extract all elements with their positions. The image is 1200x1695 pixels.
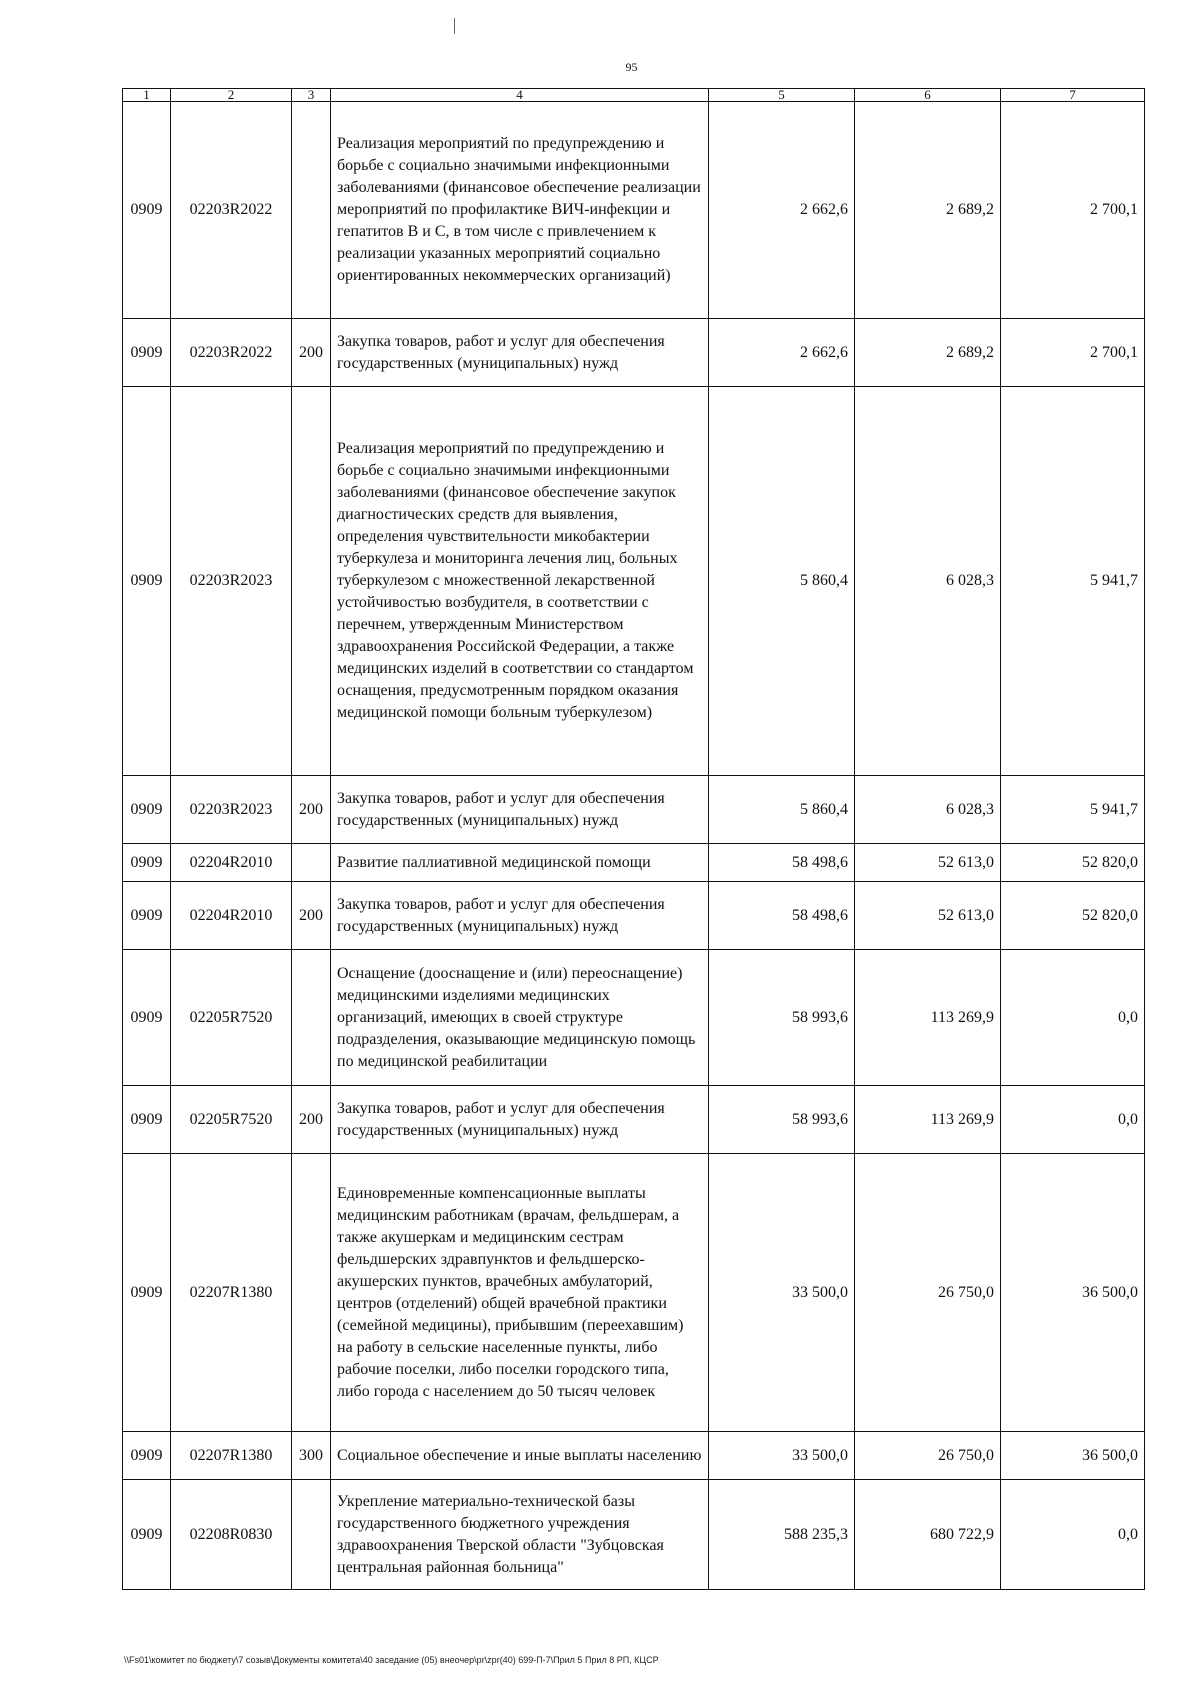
item-name: Реализация мероприятий по предупреждению и борьбе с социально значимыми инфекционными заболеваниями (финансовое обеспечение реализации мероприятий по профилактике ВИЧ-инфекции и гепатитов В и С, в том числе с привлечением к реализации указанных мероприятий социально ориентированных некоммерческих организаций)	[331, 102, 709, 319]
amount-year-1: 58 993,6	[709, 1086, 855, 1154]
section-code: 0909	[123, 1086, 171, 1154]
item-name: Реализация мероприятий по предупреждению и борьбе с социально значимыми инфекционными заболеваниями (финансовое обеспечение закупок диагностических средств для выявления, определения чувствительности микобактерии туберкулеза и мониторинга лечения лиц, больных туберкулезом с множественной лекарственной устойчивостью возбудителя, в соответствии с перечнем, утвержденным Министерством здравоохранения Российской Федерации, а также медицинских изделий в соответствии со стандартом оснащения, предусмотренным порядком оказания медицинской помощи больным туберкулезом)	[331, 387, 709, 776]
expense-kind	[292, 1154, 331, 1432]
target-code: 02207R1380	[171, 1154, 292, 1432]
amount-year-2: 2 689,2	[855, 102, 1001, 319]
amount-year-3: 52 820,0	[1001, 844, 1145, 882]
target-code: 02208R0830	[171, 1480, 292, 1590]
item-name: Развитие паллиативной медицинской помощи	[331, 844, 709, 882]
expense-kind: 300	[292, 1432, 331, 1480]
section-code: 0909	[123, 319, 171, 387]
table-row	[123, 776, 1145, 844]
item-name: Единовременные компенсационные выплаты медицинским работникам (врачам, фельдшерам, а также акушеркам и медицинским сестрам фельдшерских здравпунктов и фельдшерско-акушерских пунктов, врачебных амбулаторий, центров (отделений) общей врачебной практики (семейной медицины), прибывшим (переехавшим) на работу в сельские населенные пункты, либо рабочие поселки, либо поселки городского типа, либо города с населением до 50 тысяч человек	[331, 1154, 709, 1432]
page-number: 95	[625, 60, 638, 74]
section-code: 0909	[123, 1154, 171, 1432]
expense-kind	[292, 950, 331, 1086]
table-row	[123, 882, 1145, 950]
amount-year-2: 6 028,3	[855, 387, 1001, 776]
amount-year-2: 2 689,2	[855, 319, 1001, 387]
amount-year-3: 36 500,0	[1001, 1154, 1145, 1432]
expense-kind: 200	[292, 882, 331, 950]
expense-kind	[292, 102, 331, 319]
table-row	[123, 1432, 1145, 1480]
amount-year-1: 58 498,6	[709, 844, 855, 882]
target-code: 02203R2023	[171, 776, 292, 844]
amount-year-3: 36 500,0	[1001, 1432, 1145, 1480]
amount-year-3: 2 700,1	[1001, 102, 1145, 319]
table-row	[123, 1154, 1145, 1432]
section-code: 0909	[123, 387, 171, 776]
target-code: 02204R2010	[171, 844, 292, 882]
amount-year-1: 33 500,0	[709, 1432, 855, 1480]
table-row	[123, 950, 1145, 1086]
amount-year-1: 2 662,6	[709, 319, 855, 387]
header-cell: 5	[709, 89, 855, 102]
amount-year-1: 58 498,6	[709, 882, 855, 950]
table-row	[123, 102, 1145, 319]
section-code: 0909	[123, 1432, 171, 1480]
expense-kind	[292, 387, 331, 776]
footer-file-path: \\Fs01\комитет по бюджету\7 созыв\Документы комитета\40 заседание (05) внеочер\pr\zpr(40) 699-П-7\Прил 5 Прил 8 РП, КЦСР	[124, 1655, 659, 1665]
expense-kind	[292, 1480, 331, 1590]
amount-year-2: 52 613,0	[855, 882, 1001, 950]
expense-kind: 200	[292, 319, 331, 387]
amount-year-2: 6 028,3	[855, 776, 1001, 844]
target-code: 02203R2023	[171, 387, 292, 776]
item-name: Закупка товаров, работ и услуг для обеспечения государственных (муниципальных) нужд	[331, 319, 709, 387]
amount-year-2: 52 613,0	[855, 844, 1001, 882]
table-row	[123, 319, 1145, 387]
item-name: Укрепление материально-технической базы государственного бюджетного учреждения здравоохранения Тверской области "Зубцовская центральная районная больница"	[331, 1480, 709, 1590]
header-cell: 2	[171, 89, 292, 102]
amount-year-2: 680 722,9	[855, 1480, 1001, 1590]
table-header-row	[123, 89, 1145, 102]
target-code: 02203R2022	[171, 319, 292, 387]
section-code: 0909	[123, 844, 171, 882]
section-code: 0909	[123, 776, 171, 844]
expense-kind: 200	[292, 776, 331, 844]
section-code: 0909	[123, 1480, 171, 1590]
table-row	[123, 1086, 1145, 1154]
amount-year-3: 5 941,7	[1001, 776, 1145, 844]
item-name: Социальное обеспечение и иные выплаты населению	[331, 1432, 709, 1480]
amount-year-1: 588 235,3	[709, 1480, 855, 1590]
target-code: 02203R2022	[171, 102, 292, 319]
amount-year-1: 58 993,6	[709, 950, 855, 1086]
amount-year-2: 113 269,9	[855, 950, 1001, 1086]
scan-mark-top	[454, 18, 455, 34]
amount-year-1: 5 860,4	[709, 776, 855, 844]
amount-year-1: 33 500,0	[709, 1154, 855, 1432]
table-row	[123, 1480, 1145, 1590]
table-row	[123, 844, 1145, 882]
section-code: 0909	[123, 950, 171, 1086]
amount-year-1: 2 662,6	[709, 102, 855, 319]
header-cell: 6	[855, 89, 1001, 102]
item-name: Закупка товаров, работ и услуг для обеспечения государственных (муниципальных) нужд	[331, 776, 709, 844]
header-cell: 1	[123, 89, 171, 102]
amount-year-3: 2 700,1	[1001, 319, 1145, 387]
target-code: 02205R7520	[171, 1086, 292, 1154]
item-name: Оснащение (дооснащение и (или) переоснащение) медицинскими изделиями медицинских организаций, имеющих в своей структуре подразделения, оказывающие медицинскую помощь по медицинской реабилитации	[331, 950, 709, 1086]
section-code: 0909	[123, 882, 171, 950]
item-name: Закупка товаров, работ и услуг для обеспечения государственных (муниципальных) нужд	[331, 882, 709, 950]
section-code: 0909	[123, 102, 171, 319]
header-cell: 7	[1001, 89, 1145, 102]
item-name: Закупка товаров, работ и услуг для обеспечения государственных (муниципальных) нужд	[331, 1086, 709, 1154]
amount-year-2: 26 750,0	[855, 1432, 1001, 1480]
expense-kind	[292, 844, 331, 882]
amount-year-3: 5 941,7	[1001, 387, 1145, 776]
target-code: 02205R7520	[171, 950, 292, 1086]
amount-year-3: 0,0	[1001, 950, 1145, 1086]
amount-year-3: 0,0	[1001, 1086, 1145, 1154]
header-cell: 3	[292, 89, 331, 102]
target-code: 02207R1380	[171, 1432, 292, 1480]
amount-year-2: 113 269,9	[855, 1086, 1001, 1154]
budget-table	[122, 88, 1145, 1590]
amount-year-3: 0,0	[1001, 1480, 1145, 1590]
header-cell: 4	[331, 89, 709, 102]
target-code: 02204R2010	[171, 882, 292, 950]
amount-year-1: 5 860,4	[709, 387, 855, 776]
amount-year-3: 52 820,0	[1001, 882, 1145, 950]
expense-kind: 200	[292, 1086, 331, 1154]
table-row	[123, 387, 1145, 776]
amount-year-2: 26 750,0	[855, 1154, 1001, 1432]
